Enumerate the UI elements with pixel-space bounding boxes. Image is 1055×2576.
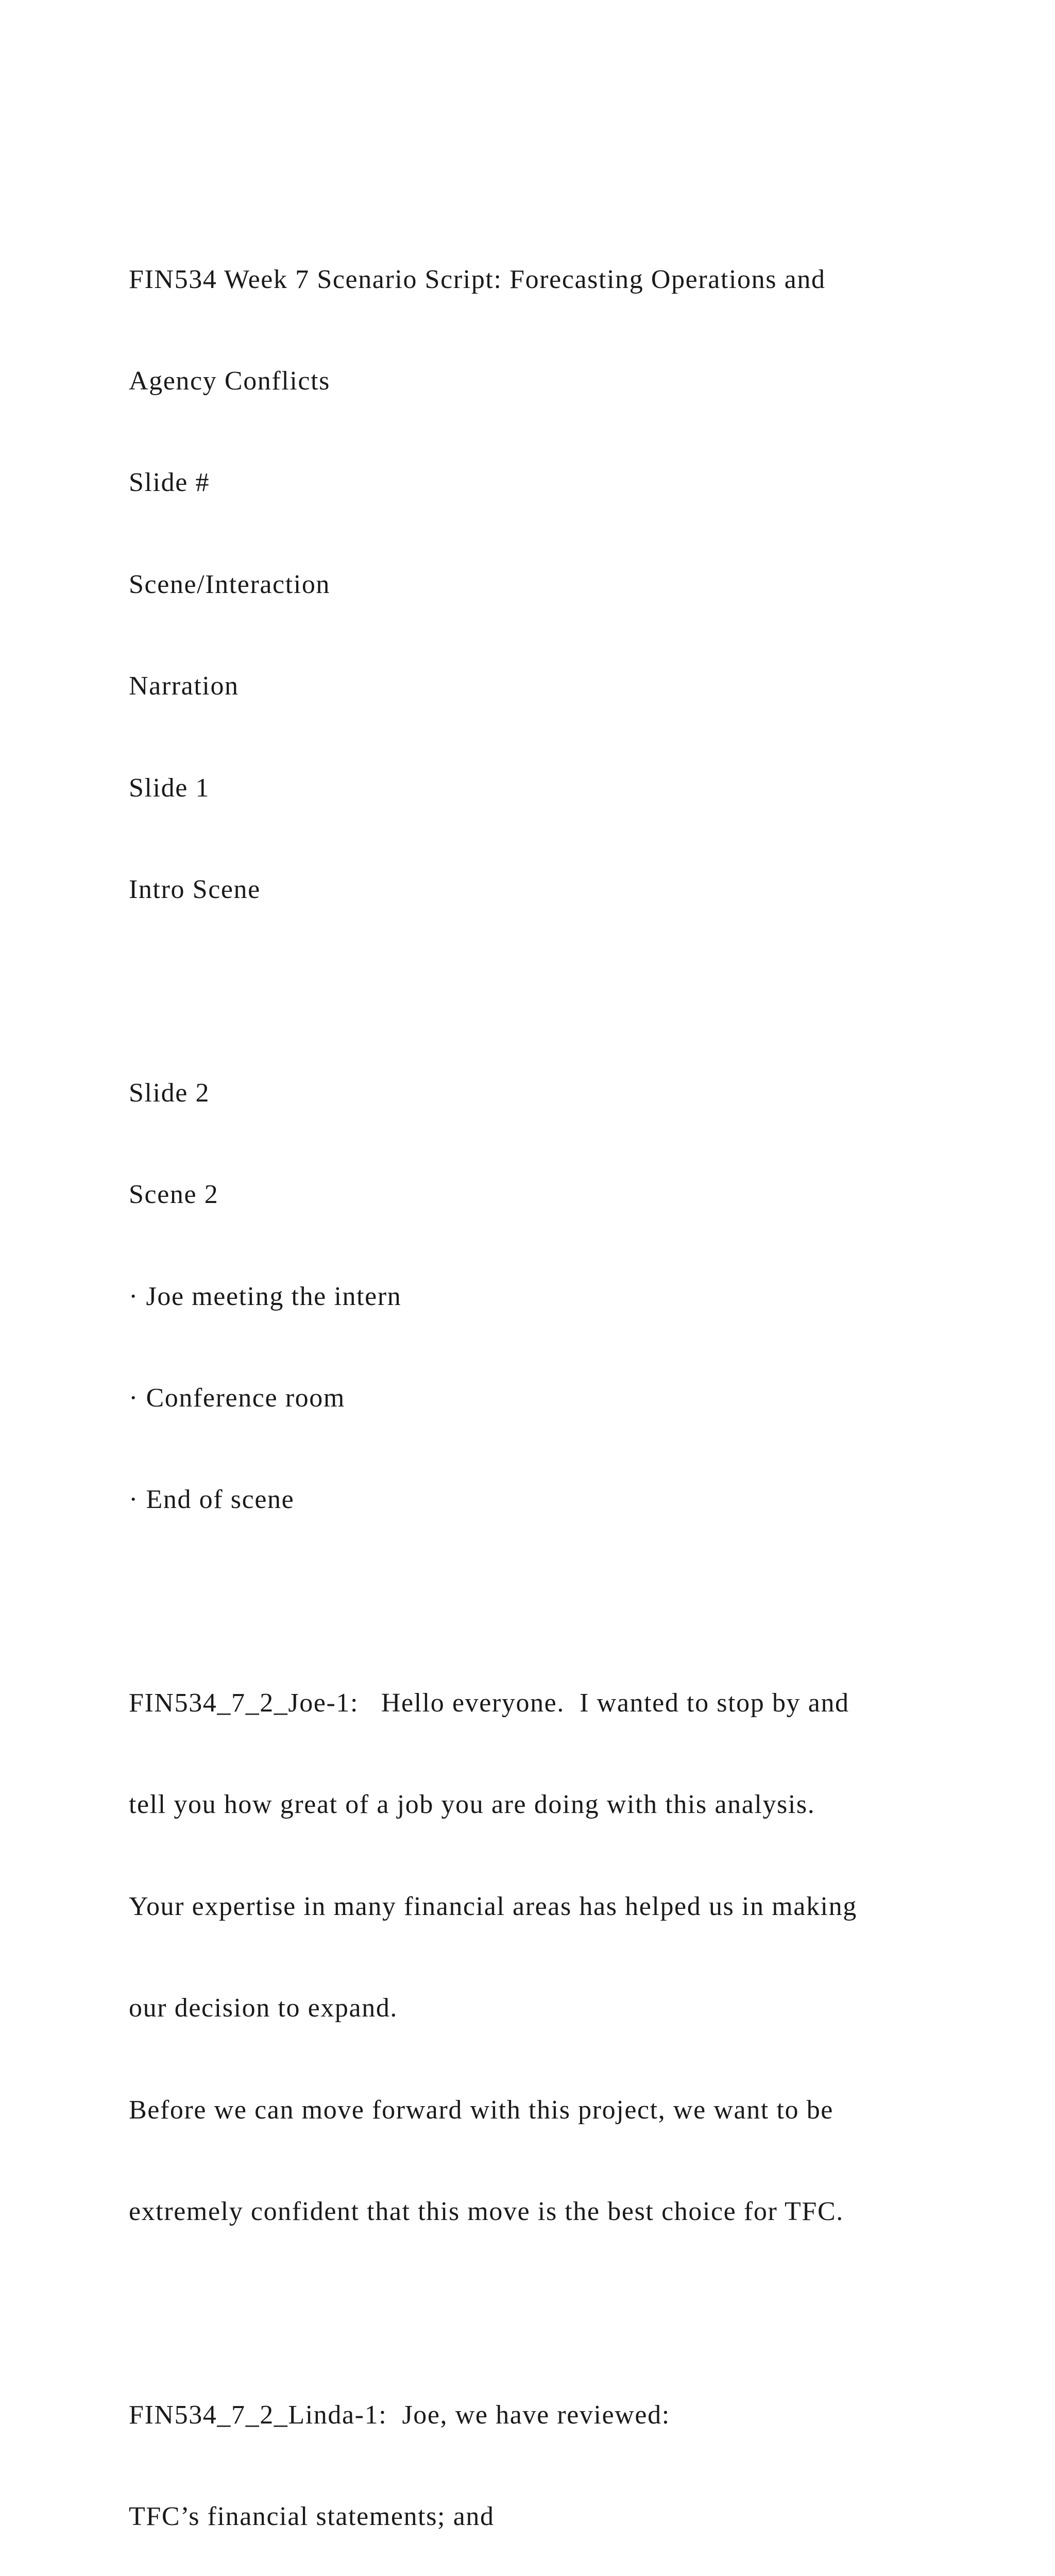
- narration-line: FIN534_7_2_Joe-1: Hello everyone. I wanted to stop by and: [129, 1688, 849, 1718]
- narration-line: Your expertise in many financial areas has helped us in making: [129, 1891, 857, 1921]
- blank-line: [129, 2296, 963, 2330]
- bullet-item: · Conference room: [129, 1383, 345, 1413]
- document-title-line-2: Agency Conflicts: [129, 366, 330, 396]
- bullet-item: · End of scene: [129, 1485, 295, 1515]
- document-title-line-1: FIN534 Week 7 Scenario Script: Forecasting Operations and: [129, 264, 826, 294]
- slide-2-label: Slide 2: [129, 1078, 210, 1108]
- narration-line: Before we can move forward with this project, we want to be: [129, 2095, 833, 2125]
- document-body: [129, 195, 963, 2576]
- slide-1-label: Slide 1: [129, 773, 210, 803]
- narration-line: TFC’s financial statements; and: [129, 2502, 495, 2532]
- slide-1-scene: Intro Scene: [129, 874, 261, 904]
- bullet-item: · Joe meeting the intern: [129, 1281, 402, 1311]
- narration-line: tell you how great of a job you are doing with this analysis.: [129, 1790, 815, 1820]
- narration-line: our decision to expand.: [129, 1993, 398, 2023]
- slide-2-scene: Scene 2: [129, 1180, 219, 1210]
- narration-line: extremely confident that this move is the best choice for TFC.: [129, 2197, 844, 2227]
- column-header-slide: Slide #: [129, 468, 210, 498]
- blank-line: [129, 1585, 963, 1619]
- narration-line: FIN534_7_2_Linda-1: Joe, we have reviewed:: [129, 2400, 670, 2430]
- column-header-scene-interaction: Scene/Interaction: [129, 569, 331, 599]
- blank-line: [129, 974, 963, 1008]
- column-header-narration: Narration: [129, 671, 239, 701]
